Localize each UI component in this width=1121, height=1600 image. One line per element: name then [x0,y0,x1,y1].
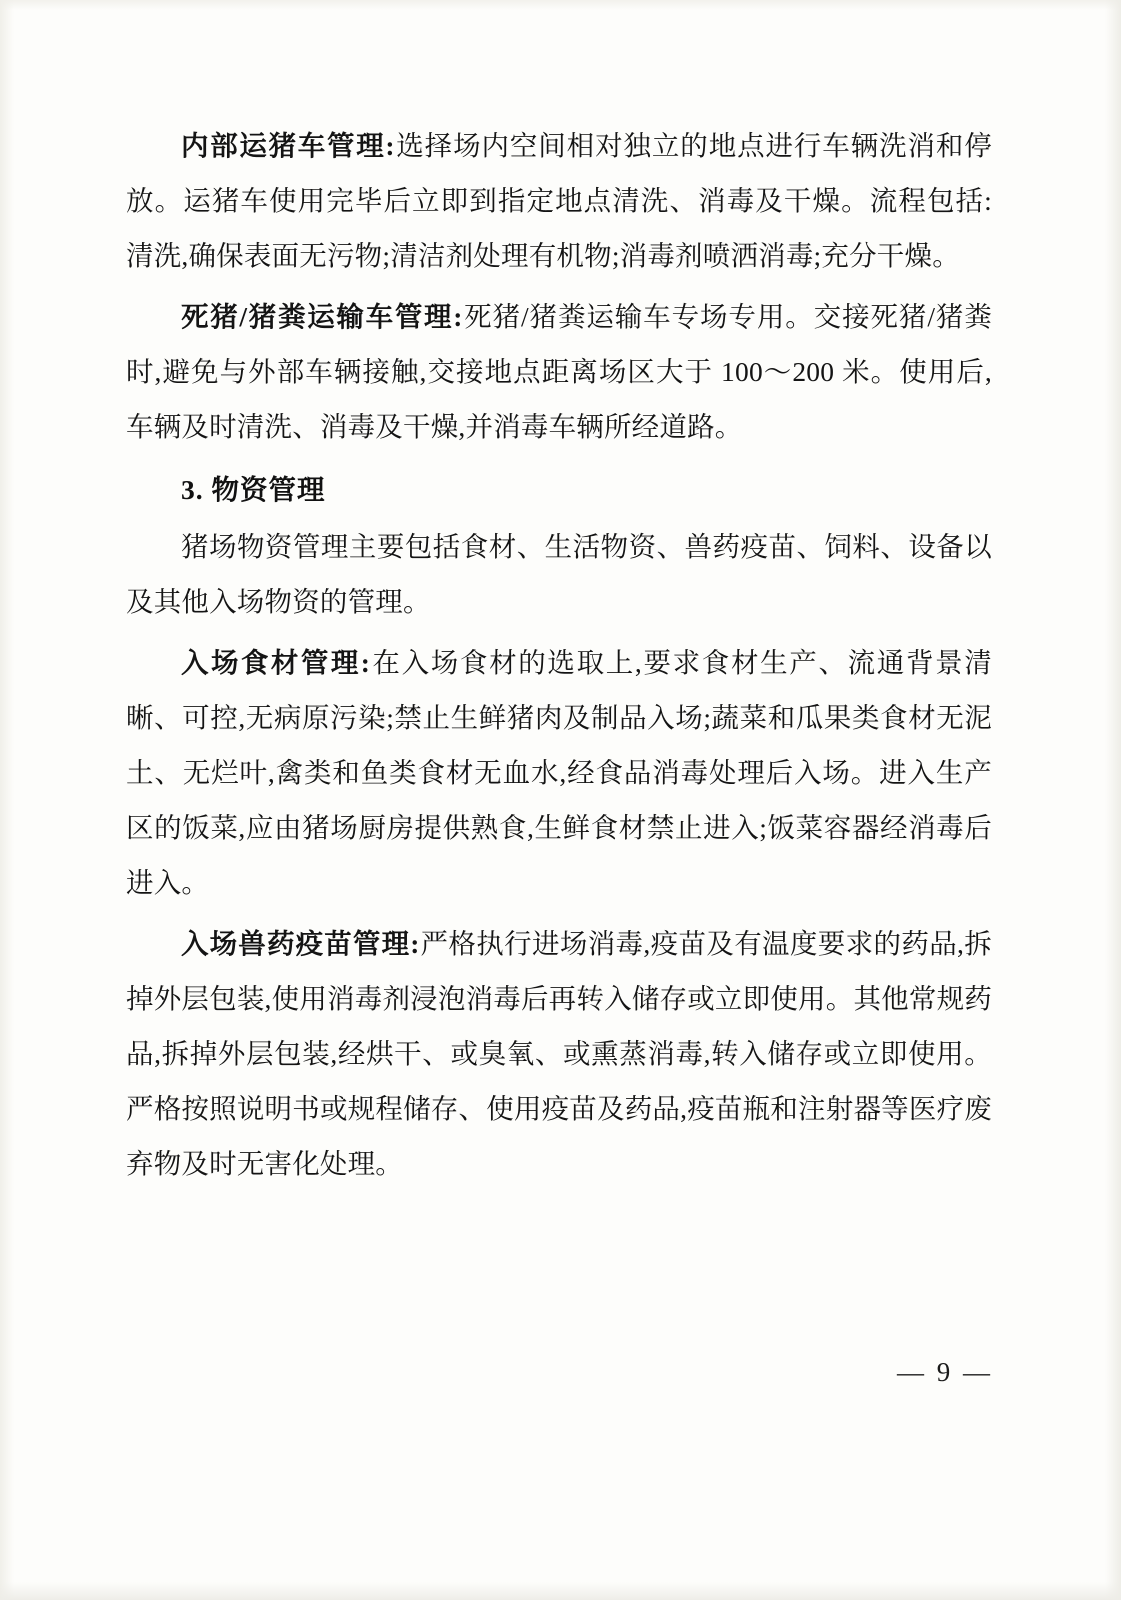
paragraph-lead: 死猪/猪粪运输车管理: [181,301,464,332]
page-edge-top [0,0,1121,10]
paragraph-internal-pig-truck [126,118,992,283]
page-edge-bottom [0,1582,1121,1600]
page-body [126,118,992,1197]
paragraph-lead: 入场兽药疫苗管理: [181,928,421,959]
paragraph-lead: 入场食材管理: [181,647,371,678]
paragraph-materials-overview [126,519,992,629]
paragraph-text: 猪场物资管理主要包括食材、生活物资、兽药疫苗、饲料、设备以及其他入场物资的管理。 [126,531,992,617]
paragraph-veterinary-drug-vaccine-management [126,916,992,1191]
paragraph-lead: 内部运猪车管理: [181,130,396,161]
section-heading-materials-management: 3. 物资管理 [181,474,326,505]
paragraph-dead-pig-manure-truck [126,289,992,454]
paragraph-text: 在入场食材的选取上,要求食材生产、流通背景清晰、可控,无病原污染;禁止生鲜猪肉及制品入场;蔬菜和瓜果类食材无泥土、无烂叶,禽类和鱼类食材无血水,经食品消毒处理后入场。进入生产区的饭菜,应由猪场厨房提供熟食,生鲜食材禁止进入;饭菜容器经消毒后进入。 [126,647,992,898]
page-number: — 9 — [897,1357,993,1387]
page-edge-right [1105,0,1121,1600]
paragraph-food-material-management [126,635,992,910]
paragraph-text: 严格执行进场消毒,疫苗及有温度要求的药品,拆掉外层包装,使用消毒剂浸泡消毒后再转入储存或立即使用。其他常规药品,拆掉外层包装,经烘干、或臭氧、或熏蒸消毒,转入储存或立即使用。严格按照说明书或规程储存、使用疫苗及药品,疫苗瓶和注射器等医疗废弃物及时无害化处理。 [126,928,992,1179]
paragraph-text: 死猪/猪粪运输车专场专用。交接死猪/猪粪时,避免与外部车辆接触,交接地点距离场区大于 100～200 米。使用后,车辆及时清洗、消毒及干燥,并消毒车辆所经道路。 [126,301,992,442]
paragraph-text: 选择场内空间相对独立的地点进行车辆洗消和停放。运猪车使用完毕后立即到指定地点清洗、消毒及干燥。流程包括:清洗,确保表面无污物;清洁剂处理有机物;消毒剂喷洒消毒;充分干燥。 [126,130,992,271]
page-edge-left [0,0,14,1600]
